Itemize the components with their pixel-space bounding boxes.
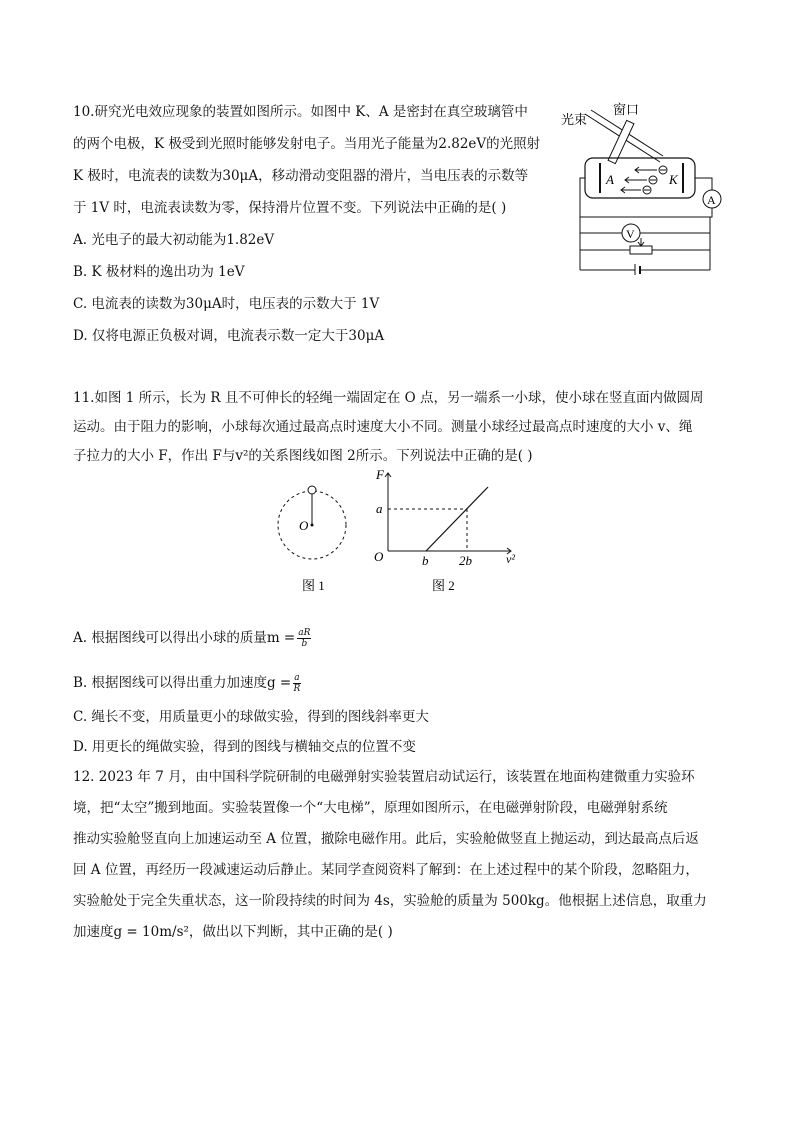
q10-option-b[interactable]: B. K 极材料的逸出功为 1eV: [73, 264, 245, 280]
tick-b-label: b: [422, 553, 429, 568]
axis-f-label: F: [376, 467, 384, 482]
q11-option-d[interactable]: D. 用更长的绳做实验，得到的图线与横轴交点的位置不变: [73, 739, 416, 755]
beam-label: 光束: [561, 112, 588, 127]
q11-line-2: 运动。由于阻力的影响，小球每次通过最高点时速度大小不同。测量小球经过最高点时速度的大小 v、绳: [73, 419, 693, 435]
ammeter-label: A: [707, 193, 716, 207]
q10-option-c[interactable]: C. 电流表的读数为30μA时，电压表的示数大于 1V: [73, 296, 380, 312]
electrode-a-label: A: [606, 172, 614, 187]
q11-figure-1: [272, 478, 352, 598]
q12-line-6: 加速度g = 10m/s²，做出以下判断，其中正确的是( ): [73, 924, 393, 940]
fig2-caption: 图 2: [432, 578, 455, 593]
electrode-k-label: K: [669, 172, 678, 187]
q11-figure-2: [368, 465, 528, 598]
q10-circuit-diagram: [555, 100, 730, 275]
q10-line-4: 于 1V 时，电流表读数为零，保持滑片位置不变。下列说法中正确的是( ): [73, 200, 507, 216]
q11-line-3: 子拉力的大小 F，作出 F与v²的关系图线如图 2所示。下列说法中正确的是( ): [73, 448, 533, 464]
fig1-caption: 图 1: [302, 578, 325, 593]
q10-line-2: 的两个电极，K 极受到光照时能够发射电子。当用光子能量为2.82eV的光照射: [73, 136, 541, 152]
axis-v2-label: v²: [506, 552, 515, 566]
q11-option-c[interactable]: C. 绳长不变，用质量更小的球做实验，得到的图线斜率更大: [73, 709, 429, 725]
q12-line-3: 推动实验舱竖直向上加速运动至 A 位置，撤除电磁作用。此后，实验舱做竖直上抛运动，到达最高点后返: [73, 831, 699, 847]
q11-option-b[interactable]: B. 根据图线可以得出重力加速度g = $\frac{a}{R}$: [73, 673, 301, 694]
q12-line-4: 回 A 位置，再经历一段减速运动后静止。某同学查阅资料了解到：在上述过程中的某个阶段，忽略阻力，: [73, 862, 699, 878]
q10-option-a[interactable]: A. 光电子的最大初动能为1.82eV: [73, 232, 275, 248]
window-label: 窗口: [613, 102, 640, 117]
q11-line-1: 11.如图 1 所示，长为 R 且不可伸长的轻绳一端固定在 O 点，另一端系一小球，使小球在竖直面内做圆周: [73, 390, 704, 406]
q10-option-d[interactable]: D. 仅将电源正负极对调，电流表示数一定大于30μA: [73, 328, 385, 344]
tick-a-label: a: [376, 501, 383, 516]
q11-option-a[interactable]: A. 根据图线可以得出小球的质量m = $\frac{aR}{b}$: [73, 628, 311, 649]
tick-2b-label: 2b: [459, 553, 472, 568]
q10-line-1: 10.研究光电效应现象的装置如图所示。如图中 K、A 是密封在真空玻璃管中: [73, 104, 528, 120]
q12-line-5: 实验舱处于完全失重状态，这一阶段持续的时间为 4s，实验舱的质量为 500kg。他根据上述信息，取重力: [73, 893, 707, 909]
origin-label: O: [374, 549, 384, 564]
q12-line-2: 境，把“太空”搬到地面。实验装置像一个“大电梯”，原理如图所示，在电磁弹射阶段，电磁弹射系统: [73, 800, 668, 816]
voltmeter-label: V: [626, 227, 635, 241]
q10-line-3: K 极时，电流表的读数为30μA，移动滑动变阻器的滑片，当电压表的示数等: [73, 168, 529, 184]
point-o-label: O: [299, 518, 309, 533]
q12-line-1: 12. 2023 年 7 月，由中国科学院研制的电磁弹射实验装置启动试运行，该装置在地面构建微重力实验环: [73, 769, 695, 785]
